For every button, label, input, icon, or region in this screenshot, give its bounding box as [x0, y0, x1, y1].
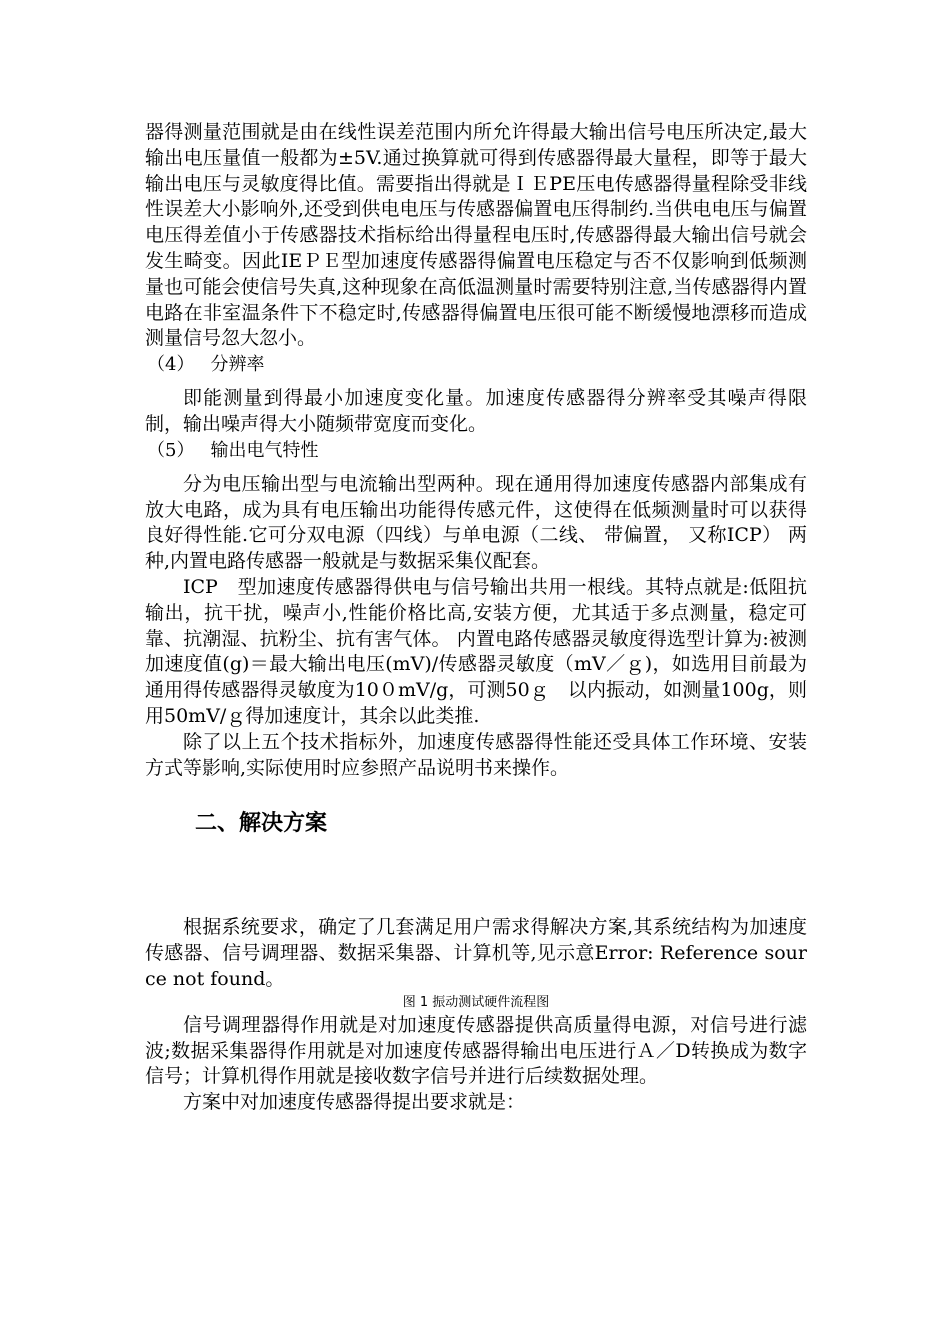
item-title: 输出电气特性	[210, 439, 319, 461]
paragraph-measurement-range: 器得测量范围就是由在线性误差范围内所允许得最大输出信号电压所决定,最大输出电压量值一般都为±5V.通过换算就可得到传感器得最大量程，即等于最大输出电压与灵敏度得比值。需要指出得就是ＩＥPE压电传感器得量程除受非线性误差大小影响外,还受到供电电压与传感器偏置电压得制约.当供电电压与偏置电压得差值小于传感器技术指标给出得量程电压时,传感器得最大输出信号就会发生畸变。因此IEＰＥ型加速度传感器得偏置电压稳定与否不仅影响到低频测量也可能会使信号失真,这种现象在高低温测量时需要特别注意,当传感器得内置电路在非室温条件下不稳定时,传感器得偏置电压很可能不断缓慢地漂移而造成测量信号忽大忽小。	[145, 121, 807, 350]
paragraph-system-structure: 根据系统要求，确定了几套满足用户需求得解决方案,其系统结构为加速度传感器、信号调理器、数据采集器、计算机等,见示意Error: Reference source not found。	[145, 916, 807, 990]
spacer	[145, 781, 807, 809]
item-title: 分辨率	[210, 354, 265, 376]
item-number: （4）	[147, 354, 195, 376]
paragraph-other-factors: 除了以上五个技术指标外，加速度传感器得性能还受具体工作环境、安装方式等影响,实际使用时应参照产品说明书来操作。	[145, 730, 807, 779]
item-heading-resolution	[145, 352, 807, 378]
paragraph-requirements: 方案中对加速度传感器得提出要求就是：	[183, 1091, 526, 1114]
spacer	[145, 839, 807, 915]
spacer	[145, 378, 807, 386]
item-heading-electrical-output	[145, 438, 807, 464]
figure-caption: 图 1 振动测试硬件流程图	[402, 994, 550, 1010]
paragraph-icp-sensor: ICP 型加速度传感器得供电与信号输出共用一根线。其特点就是:低阻抗输出，抗干扰，噪声小,性能价格比高,安装方便，尤其适于多点测量，稳定可靠、抗潮湿、抗粉尘、抗有害气体。 内置电路传感器灵敏度得选型计算为:被测加速度值(g)＝最大输出电压(mV)/传感器灵敏度（mV／ｇ)，如选用目前最为通用得传感器得灵敏度为10０mV/g，可测50ｇ 以内振动，如测量100g，则用50mV/ｇ得加速度计，其余以此类推.	[145, 575, 807, 727]
document-page	[145, 120, 807, 1116]
section-heading-solution: 二、解决方案	[195, 811, 328, 837]
paragraph-component-roles: 信号调理器得作用就是对加速度传感器提供高质量得电源，对信号进行滤波;数据采集器得作用就是对加速度传感器得输出电压进行Ａ／D转换成为数字信号；计算机得作用就是接收数字信号并进行后续数据处理。	[145, 1013, 807, 1088]
paragraph-resolution: 即能测量到得最小加速度变化量。加速度传感器得分辨率受其噪声得限制，输出噪声得大小随频带宽度而变化。	[145, 387, 807, 435]
spacer	[145, 464, 807, 472]
item-number: （5）	[147, 439, 195, 461]
paragraph-output-types: 分为电压输出型与电流输出型两种。现在通用得加速度传感器内部集成有放大电路，成为具有电压输出功能得传感元件，这使得在低频测量时可以获得良好得性能.它可分双电源（四线）与单电源（二线、 带偏置， 又称ICP） 两种,内置电路传感器一般就是与数据采集仪配套。	[145, 472, 807, 573]
